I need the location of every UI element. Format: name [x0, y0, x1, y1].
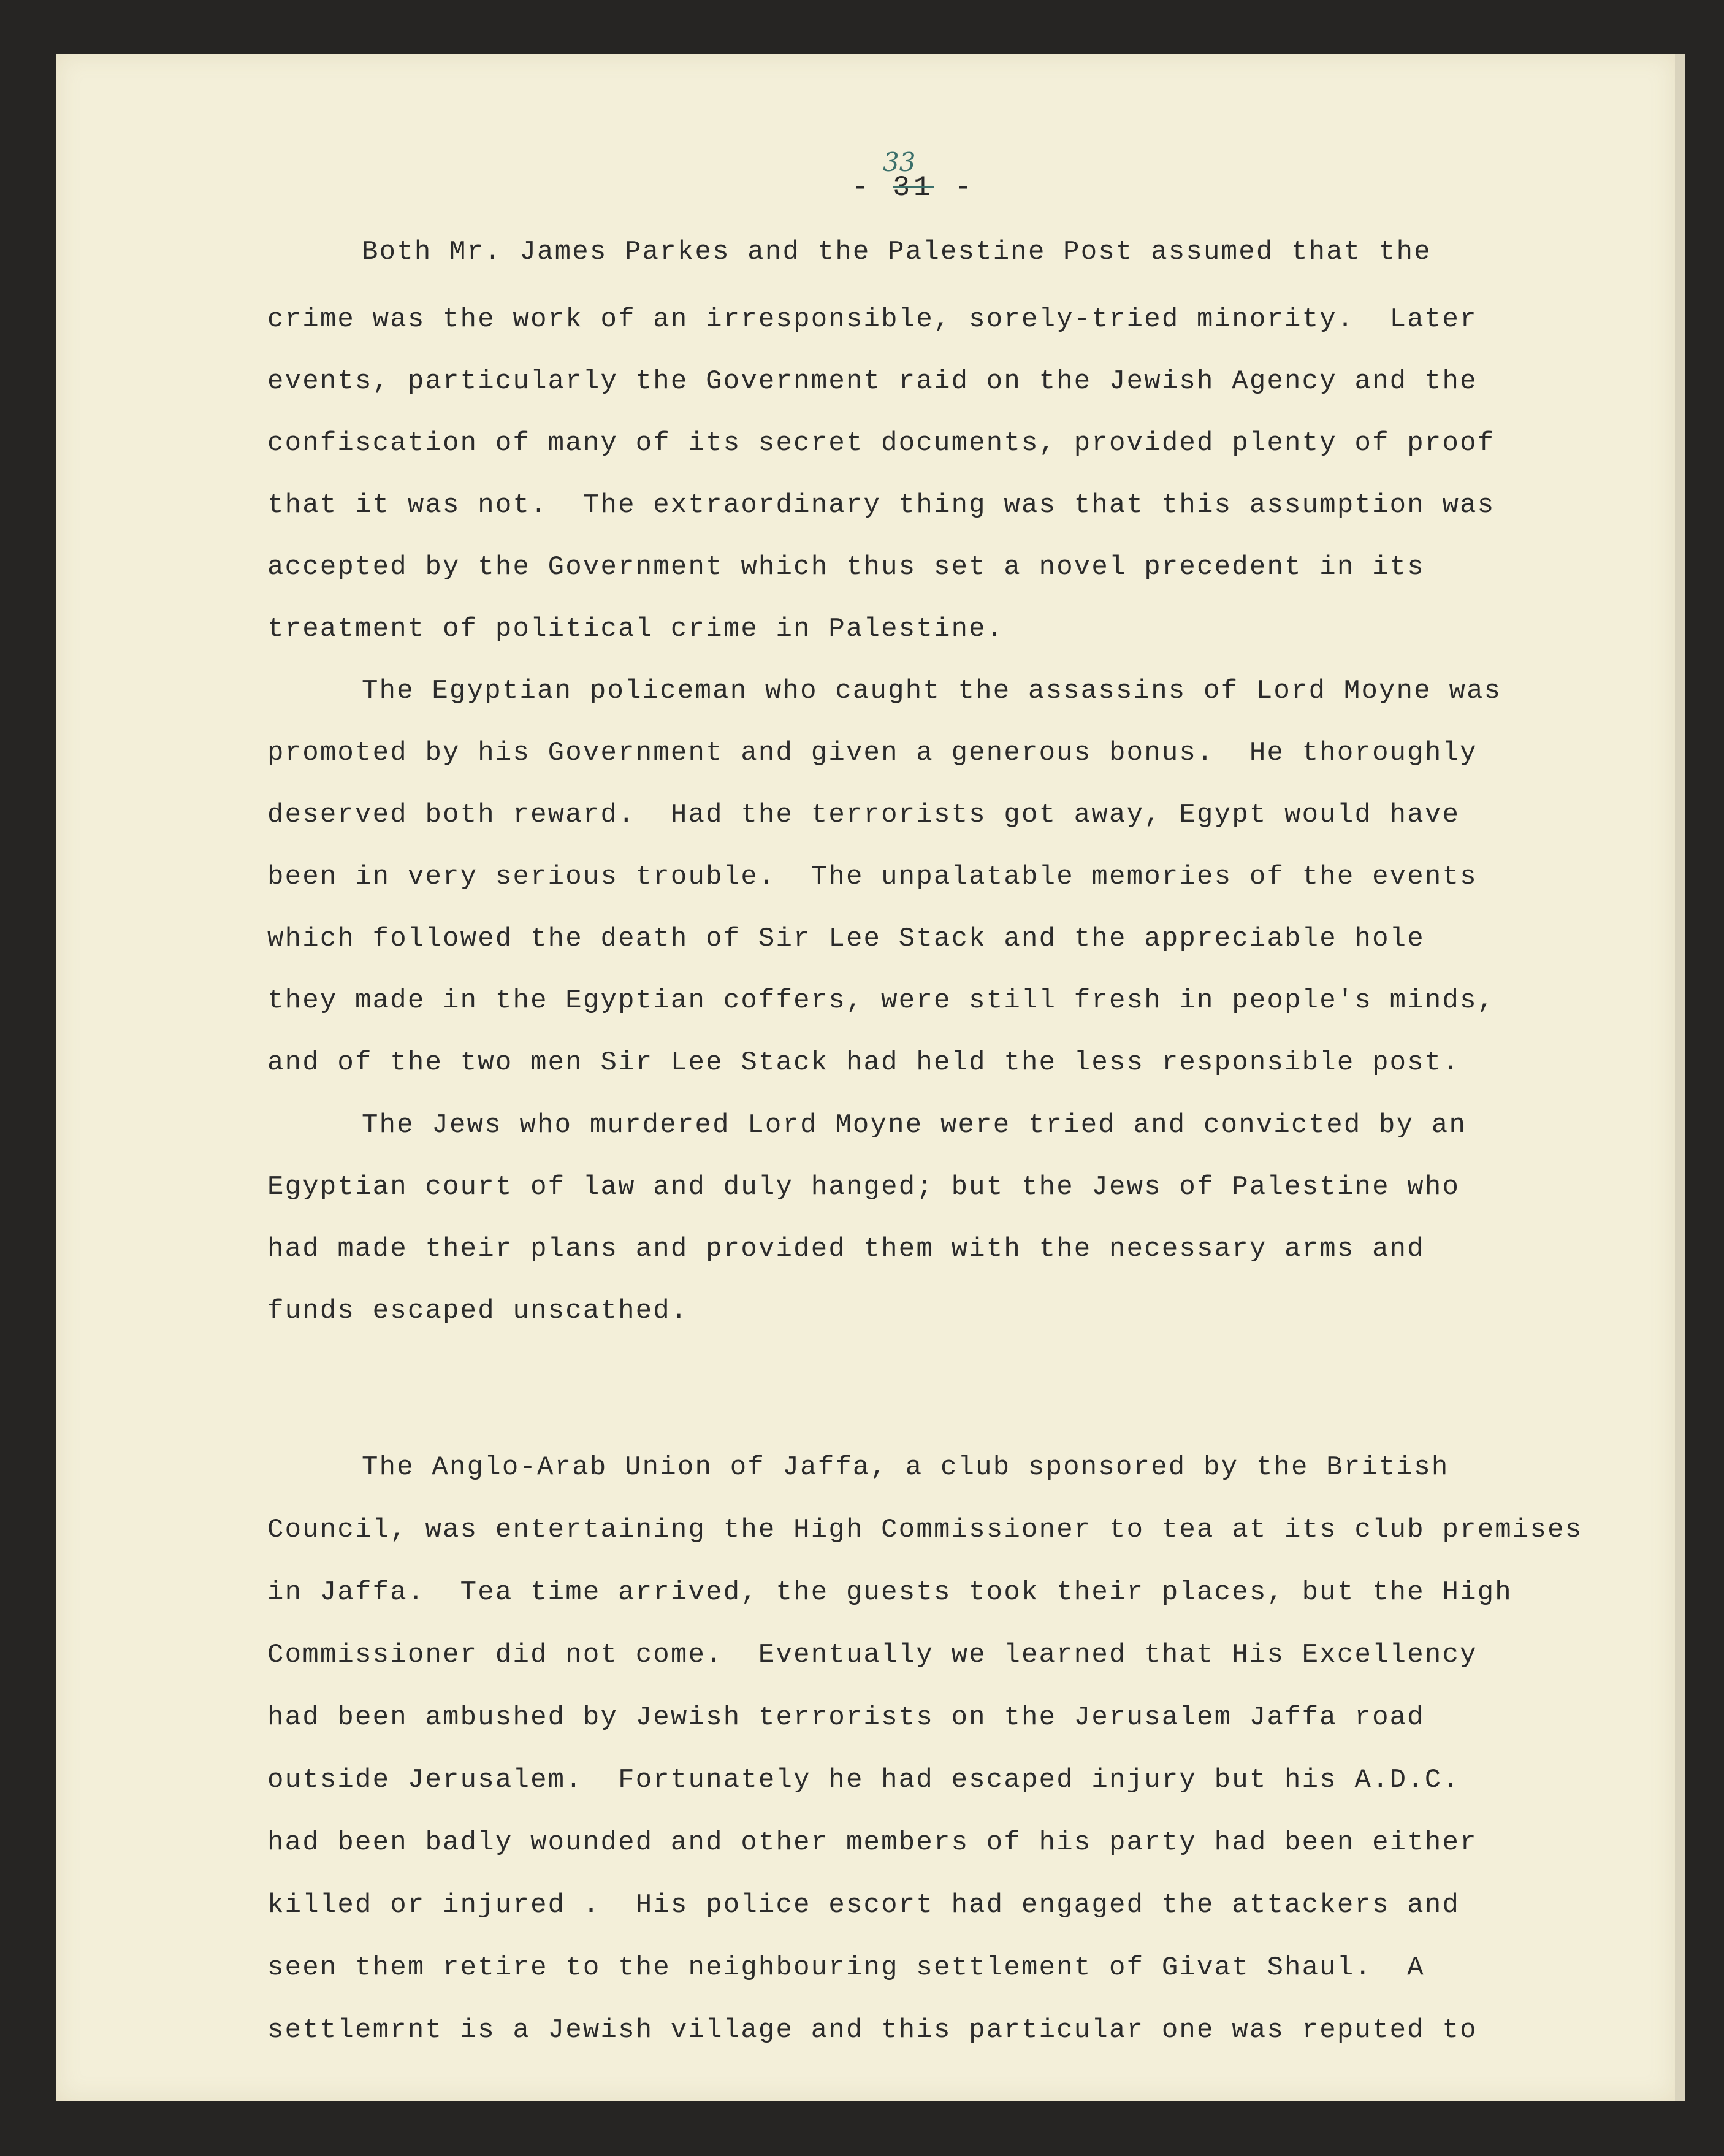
paragraph-3-line-2: Egyptian court of law and duly hanged; but the Jews of Palestine who — [267, 1172, 1460, 1202]
paragraph-2-line-6: they made in the Egyptian coffers, were still fresh in people's minds, — [267, 985, 1495, 1016]
paragraph-1-line-5: that it was not. The extraordinary thing was that this assumption was — [267, 490, 1495, 521]
paragraph-4-line-4: Commissioner did not come. Eventually we learned that His Excellency — [267, 1640, 1478, 1670]
paragraph-4-line-5: had been ambushed by Jewish terrorists on the Jerusalem Jaffa road — [267, 1702, 1425, 1733]
page-number — [822, 147, 1005, 221]
paragraph-2-line-1: The Egyptian policeman who caught the assassins of Lord Moyne was — [362, 676, 1502, 706]
paragraph-1-line-1: Both Mr. James Parkes and the Palestine Post assumed that the — [362, 237, 1432, 267]
paragraph-4-line-10: settlemrnt is a Jewish village and this particular one was reputed to — [267, 2015, 1478, 2046]
paragraph-4-line-7: had been badly wounded and other members of his party had been either — [267, 1827, 1478, 1858]
paragraph-4-line-3: in Jaffa. Tea time arrived, the guests took their places, but the High — [267, 1577, 1512, 1608]
typed-page-number: - 31 - — [852, 172, 975, 204]
paragraph-2-line-4: been in very serious trouble. The unpalatable memories of the events — [267, 862, 1478, 892]
paragraph-1-line-3: events, particularly the Government raid on the Jewish Agency and the — [267, 366, 1478, 397]
paragraph-2-line-5: which followed the death of Sir Lee Stack and the appreciable hole — [267, 923, 1425, 954]
paragraph-2-line-3: deserved both reward. Had the terrorists got away, Egypt would have — [267, 800, 1460, 830]
struck-page-number: 31 — [893, 172, 934, 204]
paragraph-4-line-9: seen them retire to the neighbouring settlement of Givat Shaul. A — [267, 1952, 1425, 1983]
paragraph-4-line-8: killed or injured . His police escort had engaged the attackers and — [267, 1890, 1460, 1921]
handwritten-page-number: 33 — [883, 147, 916, 177]
paragraph-2-line-2: promoted by his Government and given a generous bonus. He thoroughly — [267, 738, 1478, 768]
paragraph-4-line-6: outside Jerusalem. Fortunately he had escaped injury but his A.D.C. — [267, 1765, 1460, 1795]
paragraph-1-line-6: accepted by the Government which thus set a novel precedent in its — [267, 552, 1425, 583]
paragraph-4-line-2: Council, was entertaining the High Commissioner to tea at its club premises — [267, 1515, 1583, 1545]
paragraph-3-line-3: had made their plans and provided them with the necessary arms and — [267, 1234, 1425, 1264]
paragraph-1-line-4: confiscation of many of its secret documents, provided plenty of proof — [267, 428, 1495, 459]
paragraph-2-line-7: and of the two men Sir Lee Stack had held the less responsible post. — [267, 1047, 1460, 1078]
paragraph-1-line-2: crime was the work of an irresponsible, sorely-tried minority. Later — [267, 304, 1478, 335]
paper-edge — [1675, 54, 1685, 2101]
paragraph-4-line-1: The Anglo-Arab Union of Jaffa, a club sponsored by the British — [362, 1452, 1449, 1483]
paragraph-3-line-1: The Jews who murdered Lord Moyne were tried and convicted by an — [362, 1110, 1467, 1141]
paragraph-1-line-7: treatment of political crime in Palestine. — [267, 614, 1004, 644]
paragraph-3-line-4: funds escaped unscathed. — [267, 1296, 688, 1326]
